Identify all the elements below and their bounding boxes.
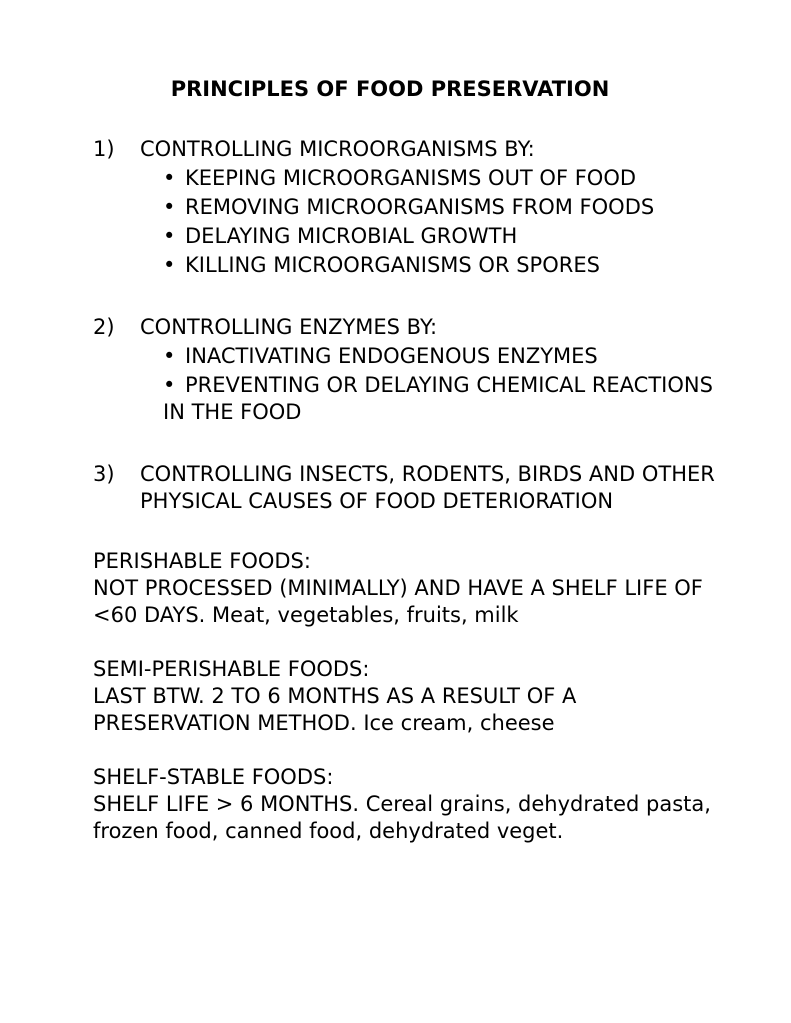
bullet-icon: • xyxy=(163,224,176,248)
bullet-list xyxy=(163,343,733,426)
section-heading: CONTROLLING INSECTS, RODENTS, BIRDS AND OTHER PHYSICAL CAUSES OF FOOD DETERIORATION xyxy=(140,462,715,513)
section-number: 1) xyxy=(93,137,115,161)
category-label: SHELF-STABLE FOODS: xyxy=(93,765,334,789)
list-item: • DELAYING MICROBIAL GROWTH xyxy=(163,224,518,248)
bullet-icon: • xyxy=(163,344,176,368)
bullet-icon: • xyxy=(163,166,176,190)
section-heading: CONTROLLING ENZYMES BY: xyxy=(140,315,438,339)
list-item: • PREVENTING OR DELAYING CHEMICAL REACTIONS IN THE FOOD xyxy=(163,373,713,424)
document-page xyxy=(93,75,733,872)
bullet-icon: • xyxy=(163,373,176,397)
category-description: SHELF LIFE > 6 MONTHS. Cereal grains, dehydrated pasta, frozen food, canned food, dehydrated veget. xyxy=(93,792,711,843)
category-label: SEMI-PERISHABLE FOODS: xyxy=(93,657,370,681)
category-semi-perishable xyxy=(93,656,733,737)
section-enzymes xyxy=(93,314,733,428)
bullet-list xyxy=(163,165,733,279)
list-item: • REMOVING MICROORGANISMS FROM FOODS xyxy=(163,195,655,219)
category-description: LAST BTW. 2 TO 6 MONTHS AS A RESULT OF A PRESERVATION METHOD. Ice cream, cheese xyxy=(93,684,577,735)
section-number: 2) xyxy=(93,315,115,339)
list-item: • KEEPING MICROORGANISMS OUT OF FOOD xyxy=(163,166,637,190)
section-microorganisms xyxy=(93,136,733,281)
list-item: • INACTIVATING ENDOGENOUS ENZYMES xyxy=(163,344,598,368)
category-perishable xyxy=(93,548,733,629)
category-description: NOT PROCESSED (MINIMALLY) AND HAVE A SHELF LIFE OF <60 DAYS. Meat, vegetables, fruits, milk xyxy=(93,576,703,627)
bullet-icon: • xyxy=(163,253,176,277)
category-shelf-stable xyxy=(93,764,733,845)
list-item: • KILLING MICROORGANISMS OR SPORES xyxy=(163,253,600,277)
bullet-icon: • xyxy=(163,195,176,219)
page-title: PRINCIPLES OF FOOD PRESERVATION xyxy=(170,77,610,101)
section-physical-causes xyxy=(93,461,733,515)
category-label: PERISHABLE FOODS: xyxy=(93,549,311,573)
section-heading: CONTROLLING MICROORGANISMS BY: xyxy=(140,137,535,161)
section-number: 3) xyxy=(93,462,115,486)
